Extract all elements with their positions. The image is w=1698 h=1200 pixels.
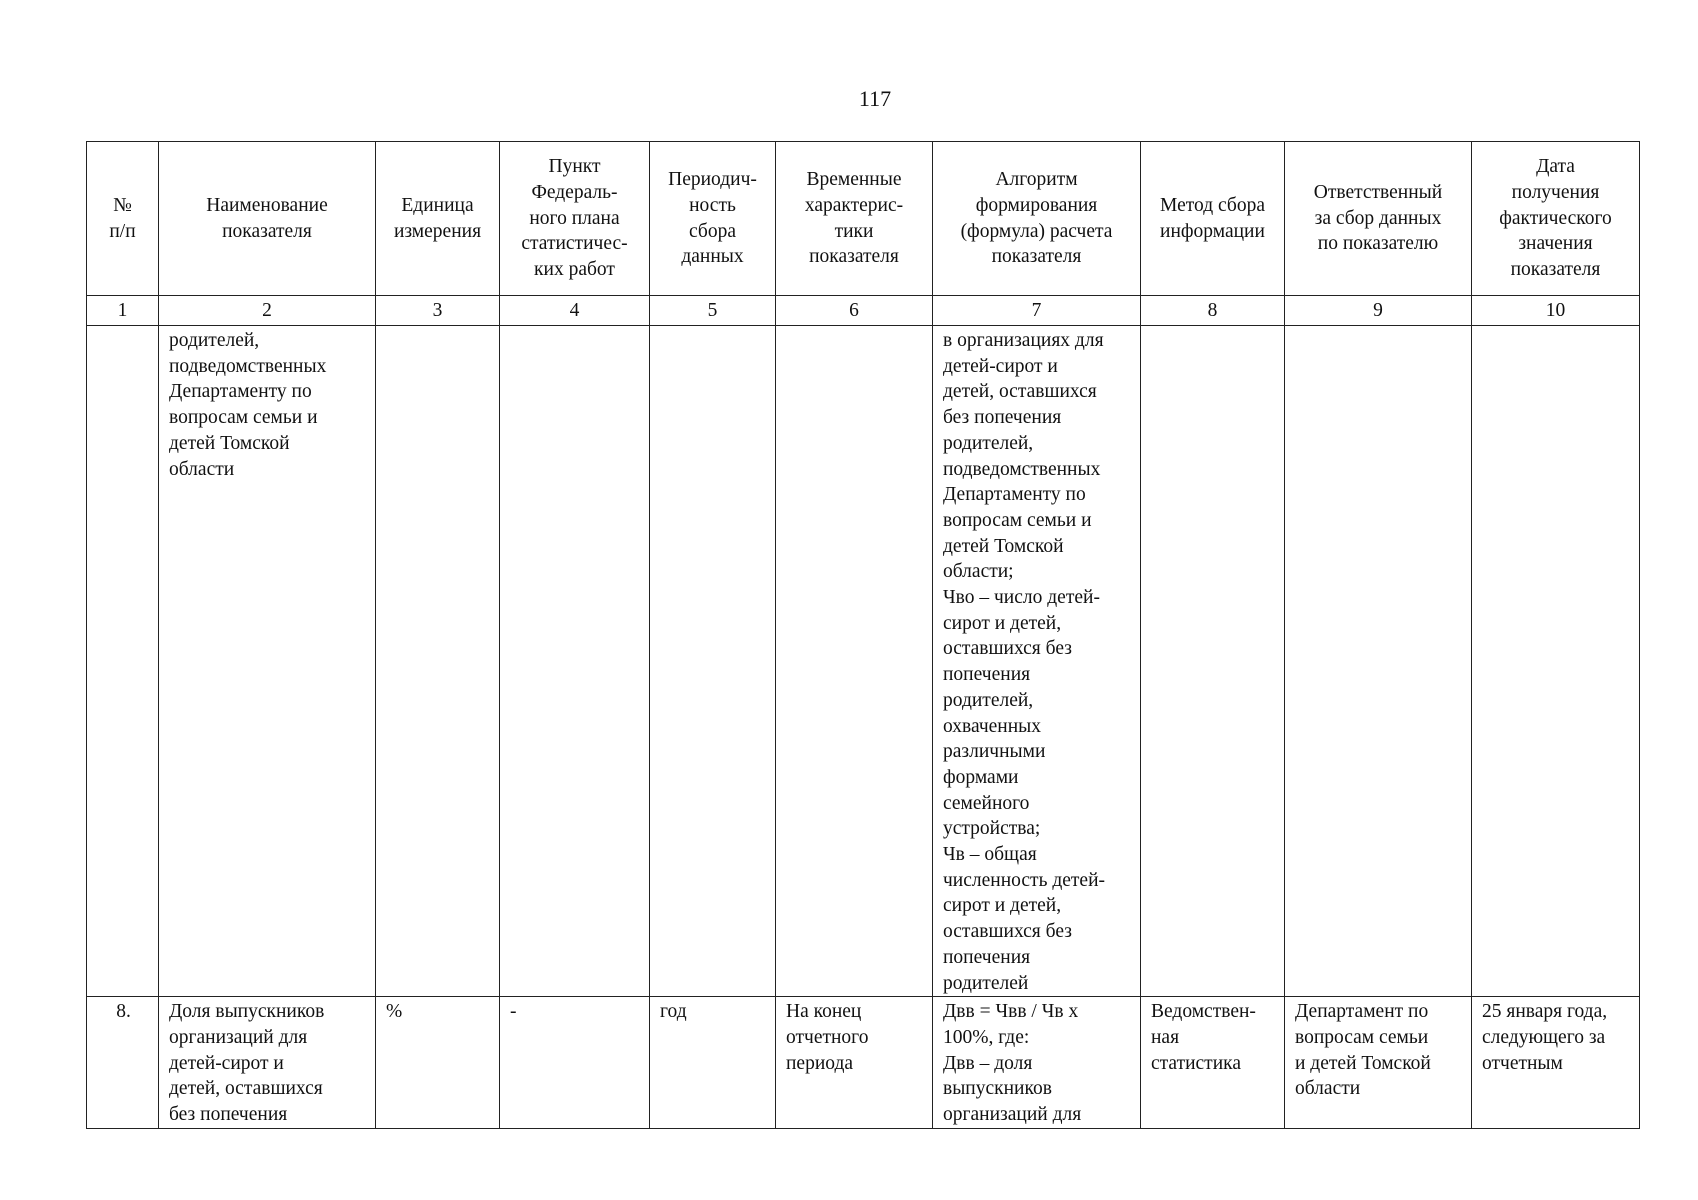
column-number: 7 xyxy=(933,296,1141,326)
table-row-continuation xyxy=(87,326,1640,997)
header-row xyxy=(87,142,1640,296)
cell-algorithm: Двв = Чвв / Чв х 100%, где: Двв – доля выпускников организаций для xyxy=(933,997,1141,1129)
indicators-table xyxy=(86,141,1640,1129)
cell-num: 8. xyxy=(87,997,159,1129)
cell-method: Ведомствен- ная статистика xyxy=(1141,997,1285,1129)
column-number: 10 xyxy=(1472,296,1640,326)
column-number: 5 xyxy=(650,296,776,326)
header-cell-unit: Единица измерения xyxy=(376,142,500,296)
column-number: 8 xyxy=(1141,296,1285,326)
cell-responsible xyxy=(1285,326,1472,997)
cell-date xyxy=(1472,326,1640,997)
table-row-8 xyxy=(87,997,1640,1129)
column-number: 6 xyxy=(776,296,933,326)
cell-time-characteristics: На конец отчетного периода xyxy=(776,997,933,1129)
cell-periodicity xyxy=(650,326,776,997)
cell-time-characteristics xyxy=(776,326,933,997)
column-number: 3 xyxy=(376,296,500,326)
cell-name: Доля выпускников организаций для детей-сирот и детей, оставшихся без попечения xyxy=(159,997,376,1129)
cell-unit: % xyxy=(376,997,500,1129)
cell-unit xyxy=(376,326,500,997)
cell-plan-item: - xyxy=(500,997,650,1129)
header-cell-periodicity: Периодич- ность сбора данных xyxy=(650,142,776,296)
cell-num xyxy=(87,326,159,997)
cell-periodicity: год xyxy=(650,997,776,1129)
header-cell-name: Наименование показателя xyxy=(159,142,376,296)
cell-plan-item xyxy=(500,326,650,997)
header-cell-algorithm: Алгоритм формирования (формула) расчета показателя xyxy=(933,142,1141,296)
header-cell-time-characteristics: Временные характерис- тики показателя xyxy=(776,142,933,296)
column-number: 2 xyxy=(159,296,376,326)
cell-method xyxy=(1141,326,1285,997)
header-cell-responsible: Ответственный за сбор данных по показателю xyxy=(1285,142,1472,296)
column-number: 4 xyxy=(500,296,650,326)
column-number: 9 xyxy=(1285,296,1472,326)
page-number: 117 xyxy=(858,86,892,111)
column-number: 1 xyxy=(87,296,159,326)
cell-responsible: Департамент по вопросам семьи и детей Томской области xyxy=(1285,997,1472,1129)
cell-date: 25 января года, следующего за отчетным xyxy=(1472,997,1640,1129)
column-number-row xyxy=(87,296,1640,326)
header-cell-method: Метод сбора информации xyxy=(1141,142,1285,296)
header-cell-date: Дата получения фактического значения показателя xyxy=(1472,142,1640,296)
header-cell-plan-item: Пункт Федераль- ного плана статистичес- ких работ xyxy=(500,142,650,296)
cell-name: родителей, подведомственных Департаменту по вопросам семьи и детей Томской области xyxy=(159,326,376,997)
header-cell-num: № п/п xyxy=(87,142,159,296)
cell-algorithm: в организациях для детей-сирот и детей, оставшихся без попечения родителей, подведомственных Департаменту по вопросам семьи и детей Томской области; Чво – число детей- сирот и детей, оставшихся без попечения родителей, охваченных различными формами семейного устройства; Чв – общая численность детей- сирот и детей, оставшихся без попечения родителей xyxy=(933,326,1141,997)
